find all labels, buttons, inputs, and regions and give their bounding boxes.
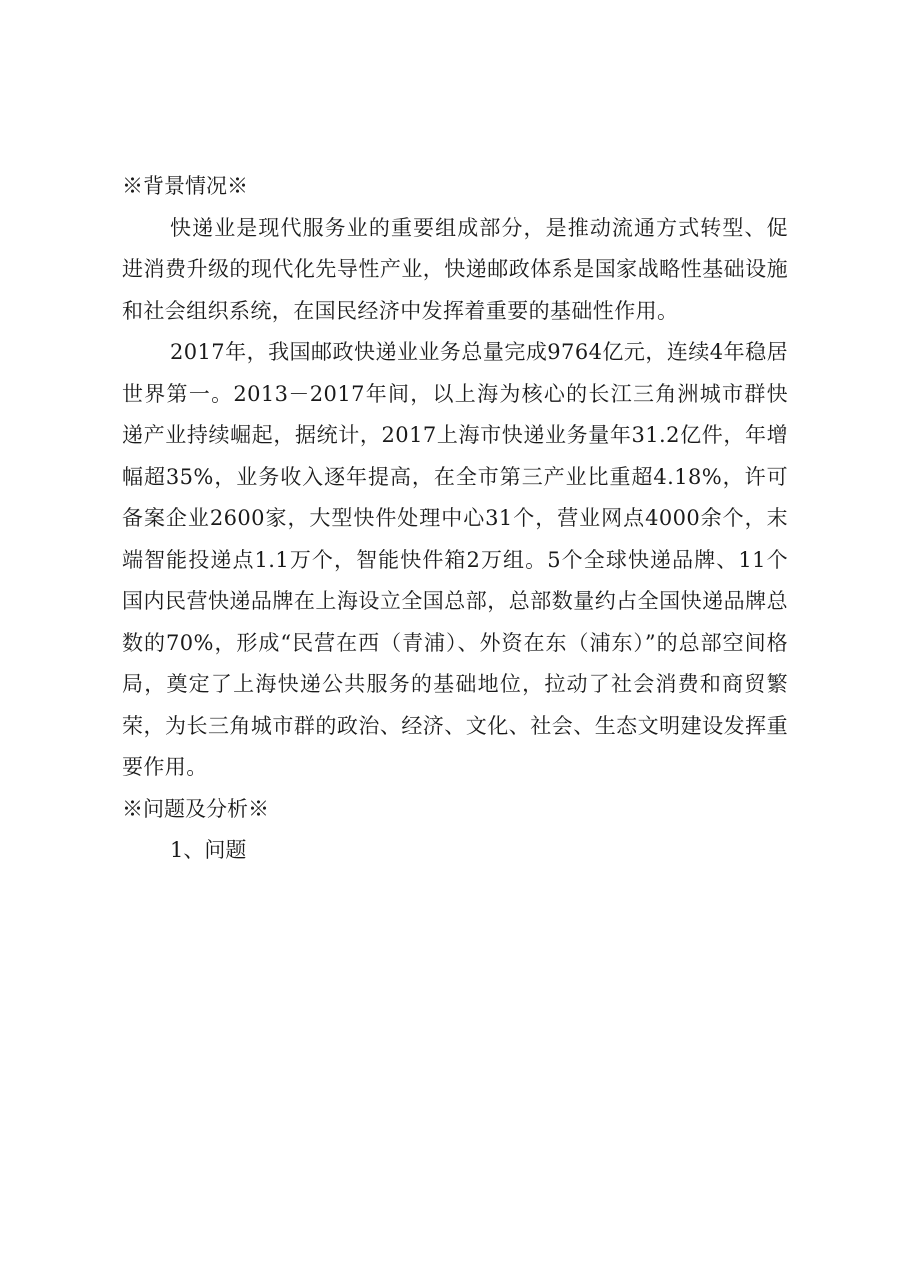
section-heading-problems: ※问题及分析※ — [122, 796, 269, 821]
subsection-heading-problem: 1、问题 — [170, 838, 247, 862]
paragraph-industry-overview: 快递业是现代服务业的重要组成部分，是推动流通方式转型、促进消费升级的现代化先导性产业，快递邮政体系是国家战略性基础设施和社会组织系统，在国民经济中发挥着重要的基础性作用。 — [122, 215, 788, 323]
paragraph-statistics: 2017年，我国邮政快递业业务总量完成9764亿元，连续4年稳居世界第一。2013－2017年间，以上海为核心的长江三角洲城市群快递产业持续崛起，据统计，2017上海市快递业务量年31.2亿件，年增幅超35%，业务收入逐年提高，在全市第三产业比重超4.18%，许可备案企业2600家，大型快件处理中心31个，营业网点4000余个，末端智能投递点1.1万个，智能快件箱2万组。5个全球快递品牌、11个国内民营快递品牌在上海设立全国总部，总部数量约占全国快递品牌总数的70%，形成“民营在西（青浦）、外资在东（浦东）”的总部空间格局，奠定了上海快递公共服务的基础地位，拉动了社会消费和商贸繁荣，为长三角城市群的政治、经济、文化、社会、生态文明建设发挥重要作用。 — [122, 340, 788, 779]
document-page — [122, 166, 788, 872]
section-heading-background: ※背景情况※ — [122, 174, 248, 198]
